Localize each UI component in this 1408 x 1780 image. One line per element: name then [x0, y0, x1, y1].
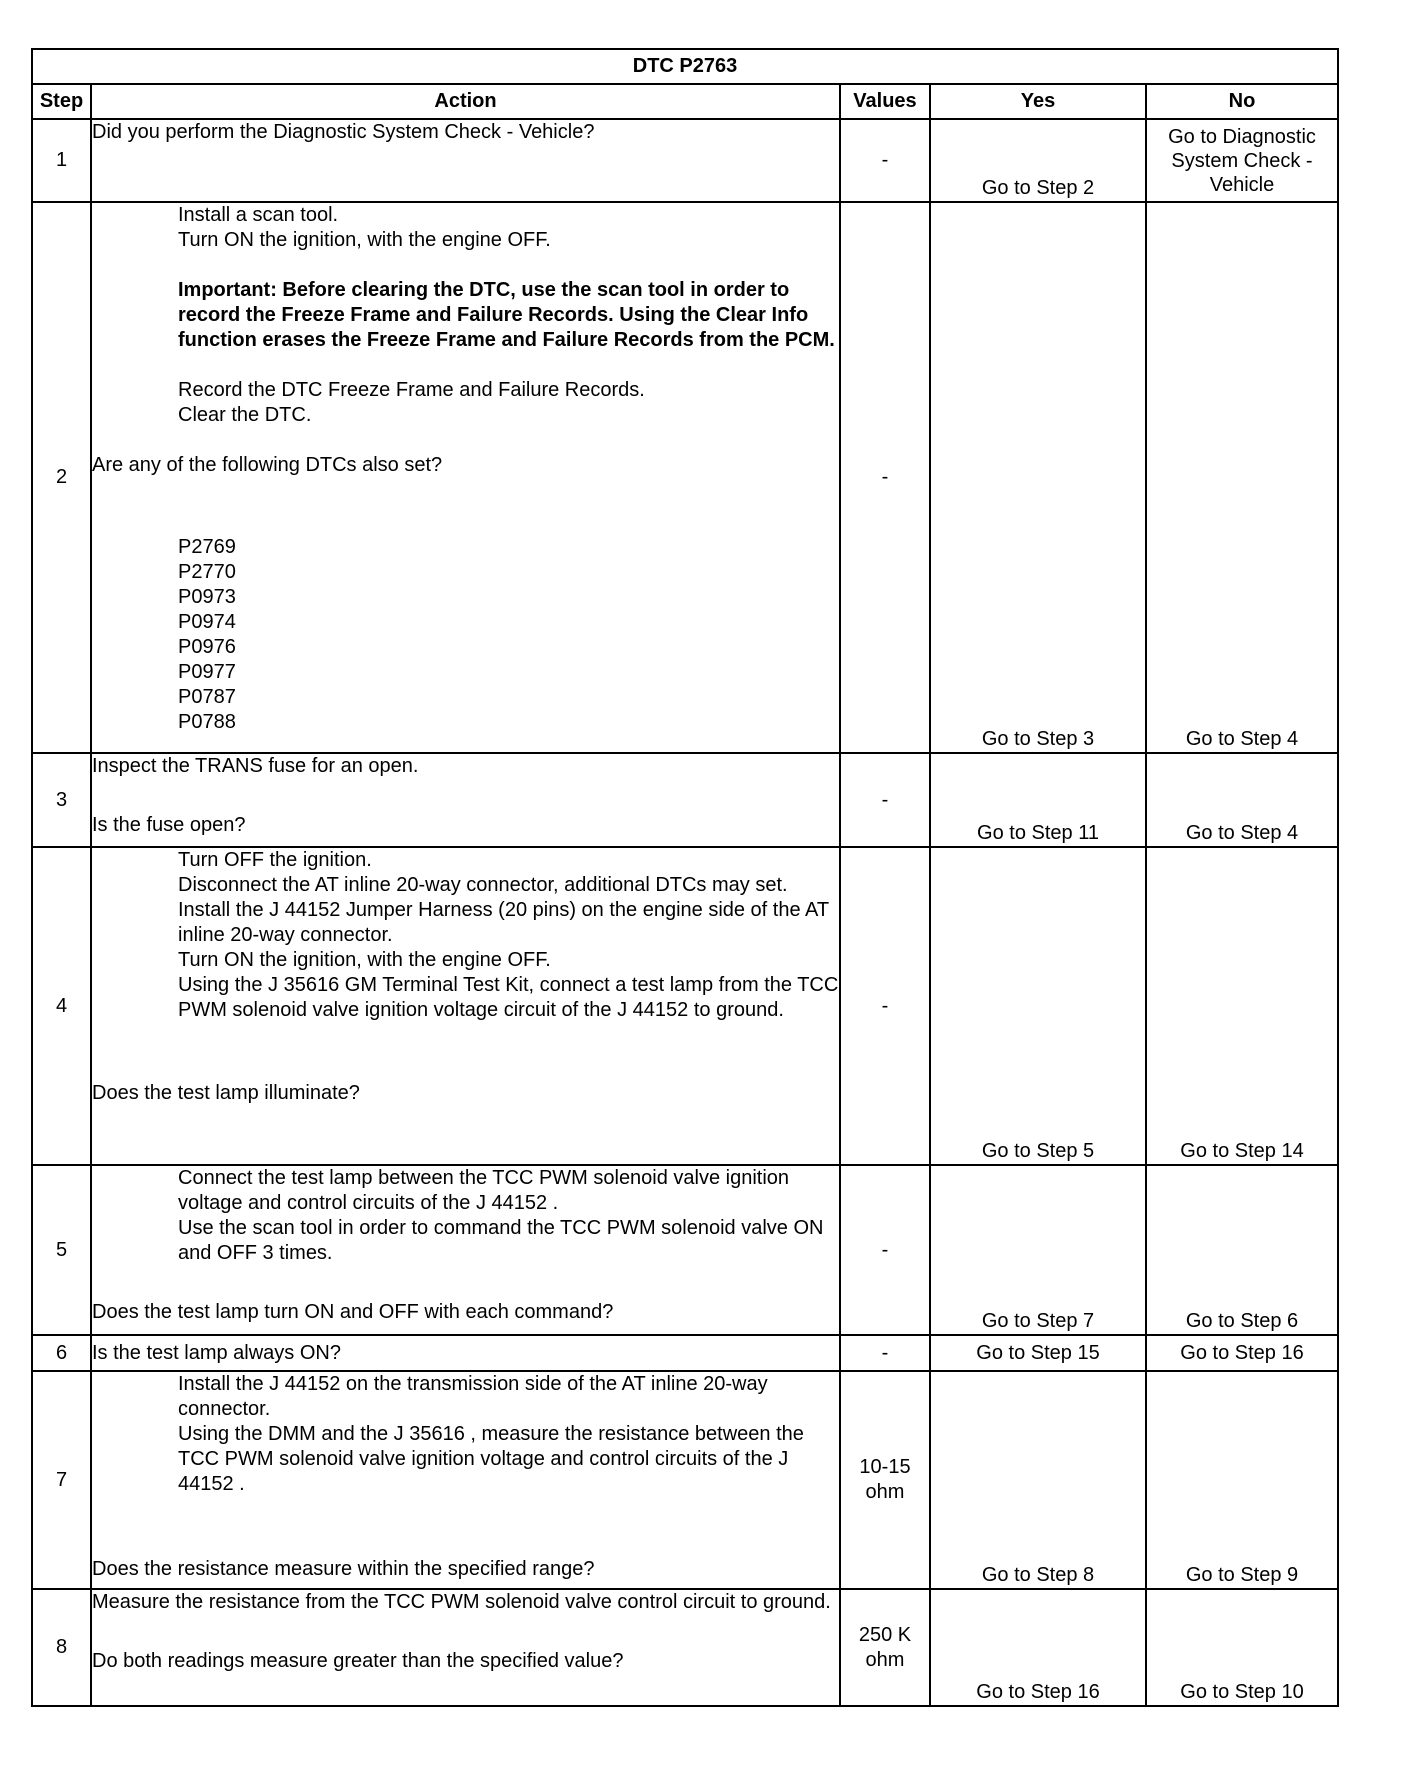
- value-cell: -: [840, 202, 930, 753]
- action-question: Does the test lamp turn ON and OFF with each command?: [92, 1301, 614, 1323]
- header-action: Action: [91, 84, 840, 119]
- action-cell: [91, 1589, 840, 1706]
- value-cell: -: [840, 753, 930, 847]
- yes-cell: Go to Step 11: [930, 753, 1146, 847]
- action-step: Connect the test lamp between the TCC PWM solenoid valve ignition voltage and control circuits of the J 44152 .: [178, 1167, 790, 1214]
- action-question: Is the test lamp always ON?: [92, 1341, 341, 1364]
- action-step: Turn OFF the ignition.: [178, 849, 372, 871]
- action-question: Are any of the following DTCs also set?: [92, 454, 443, 476]
- table-row: [32, 847, 1338, 1165]
- step-number: 5: [32, 1165, 91, 1335]
- value-cell: -: [840, 847, 930, 1165]
- table-row: [32, 753, 1338, 847]
- step-number: 3: [32, 753, 91, 847]
- action-step: Using the DMM and the J 35616 , measure the resistance between the TCC PWM solenoid valve ignition voltage and control circuits of the J 44152 .: [178, 1423, 804, 1495]
- dtc-code: P0976: [178, 636, 236, 658]
- no-cell: Go to Step 4: [1146, 753, 1338, 847]
- step-number: 1: [32, 119, 91, 202]
- table-row: [32, 1589, 1338, 1706]
- yes-cell: Go to Step 8: [930, 1371, 1146, 1589]
- dtc-code: P2770: [178, 561, 236, 583]
- value-cell: 250 K ohm: [840, 1589, 930, 1706]
- no-cell: Go to Step 14: [1146, 847, 1338, 1165]
- dtc-table: [31, 48, 1339, 1707]
- action-question: Do both readings measure greater than the specified value?: [92, 1650, 624, 1672]
- table-row: [32, 1371, 1338, 1589]
- dtc-code: P0973: [178, 586, 236, 608]
- header-step: Step: [32, 84, 91, 119]
- table-title: DTC P2763: [32, 49, 1338, 84]
- action-cell: [91, 1165, 840, 1335]
- step-number: 8: [32, 1589, 91, 1706]
- yes-cell: Go to Step 15: [930, 1335, 1146, 1371]
- yes-cell: Go to Step 16: [930, 1589, 1146, 1706]
- no-cell: Go to Step 10: [1146, 1589, 1338, 1706]
- action-question: Does the test lamp illuminate?: [92, 1082, 360, 1104]
- header-row: [32, 84, 1338, 119]
- dtc-code: P0974: [178, 611, 236, 633]
- yes-cell: Go to Step 3: [930, 202, 1146, 753]
- step-number: 4: [32, 847, 91, 1165]
- no-cell: Go to Diagnostic System Check - Vehicle: [1146, 119, 1338, 202]
- yes-cell: Go to Step 5: [930, 847, 1146, 1165]
- action-question: Did you perform the Diagnostic System Check - Vehicle?: [92, 121, 595, 143]
- no-cell: Go to Step 4: [1146, 202, 1338, 753]
- action-cell: [91, 202, 840, 753]
- value-cell: 10-15 ohm: [840, 1371, 930, 1589]
- step-number: 6: [32, 1335, 91, 1371]
- dtc-code: P0788: [178, 711, 236, 733]
- no-cell: Go to Step 9: [1146, 1371, 1338, 1589]
- action-instruction: Inspect the TRANS fuse for an open.: [92, 755, 419, 777]
- action-cell: [91, 119, 840, 202]
- table-row: [32, 119, 1338, 202]
- action-step: Disconnect the AT inline 20-way connector, additional DTCs may set.: [178, 874, 788, 896]
- action-cell: [91, 1371, 840, 1589]
- header-values: Values: [840, 84, 930, 119]
- value-cell: -: [840, 1165, 930, 1335]
- no-cell: Go to Step 16: [1146, 1335, 1338, 1371]
- table-row: [32, 1165, 1338, 1335]
- value-cell: -: [840, 1335, 930, 1371]
- no-cell: Go to Step 6: [1146, 1165, 1338, 1335]
- action-step: Install a scan tool.: [178, 204, 339, 226]
- dtc-code: P0977: [178, 661, 236, 683]
- table-row: [32, 1335, 1338, 1371]
- action-step: Use the scan tool in order to command the TCC PWM solenoid valve ON and OFF 3 times.: [178, 1217, 824, 1264]
- action-step: Clear the DTC.: [178, 404, 312, 426]
- action-cell: [91, 847, 840, 1165]
- action-step: Turn ON the ignition, with the engine OFF.: [178, 229, 551, 251]
- yes-cell: Go to Step 7: [930, 1165, 1146, 1335]
- action-question: Does the resistance measure within the specified range?: [92, 1558, 595, 1580]
- header-no: No: [1146, 84, 1338, 119]
- action-question: Is the fuse open?: [92, 814, 246, 836]
- dtc-code: P0787: [178, 686, 236, 708]
- header-yes: Yes: [930, 84, 1146, 119]
- action-step: Record the DTC Freeze Frame and Failure Records.: [178, 379, 645, 401]
- dtc-code: P2769: [178, 536, 236, 558]
- table-row: [32, 202, 1338, 753]
- yes-cell: Go to Step 2: [930, 119, 1146, 202]
- action-step: Using the J 35616 GM Terminal Test Kit, connect a test lamp from the TCC PWM solenoid valve ignition voltage circuit of the J 44152 to ground.: [178, 974, 839, 1021]
- value-cell: -: [840, 119, 930, 202]
- action-step: Install the J 44152 on the transmission side of the AT inline 20-way connector.: [178, 1373, 768, 1420]
- action-instruction: Measure the resistance from the TCC PWM solenoid valve control circuit to ground.: [92, 1591, 831, 1613]
- action-cell: [91, 753, 840, 847]
- step-number: 2: [32, 202, 91, 753]
- action-step: Turn ON the ignition, with the engine OFF.: [178, 949, 551, 971]
- action-cell: [91, 1335, 840, 1371]
- action-step: Install the J 44152 Jumper Harness (20 pins) on the engine side of the AT inline 20-way connector.: [178, 899, 829, 946]
- step-number: 7: [32, 1371, 91, 1589]
- important-note: Important: Before clearing the DTC, use the scan tool in order to record the Freeze Frame and Failure Records. Using the Clear Info function erases the Freeze Frame and Failure Records from the PCM.: [178, 279, 835, 351]
